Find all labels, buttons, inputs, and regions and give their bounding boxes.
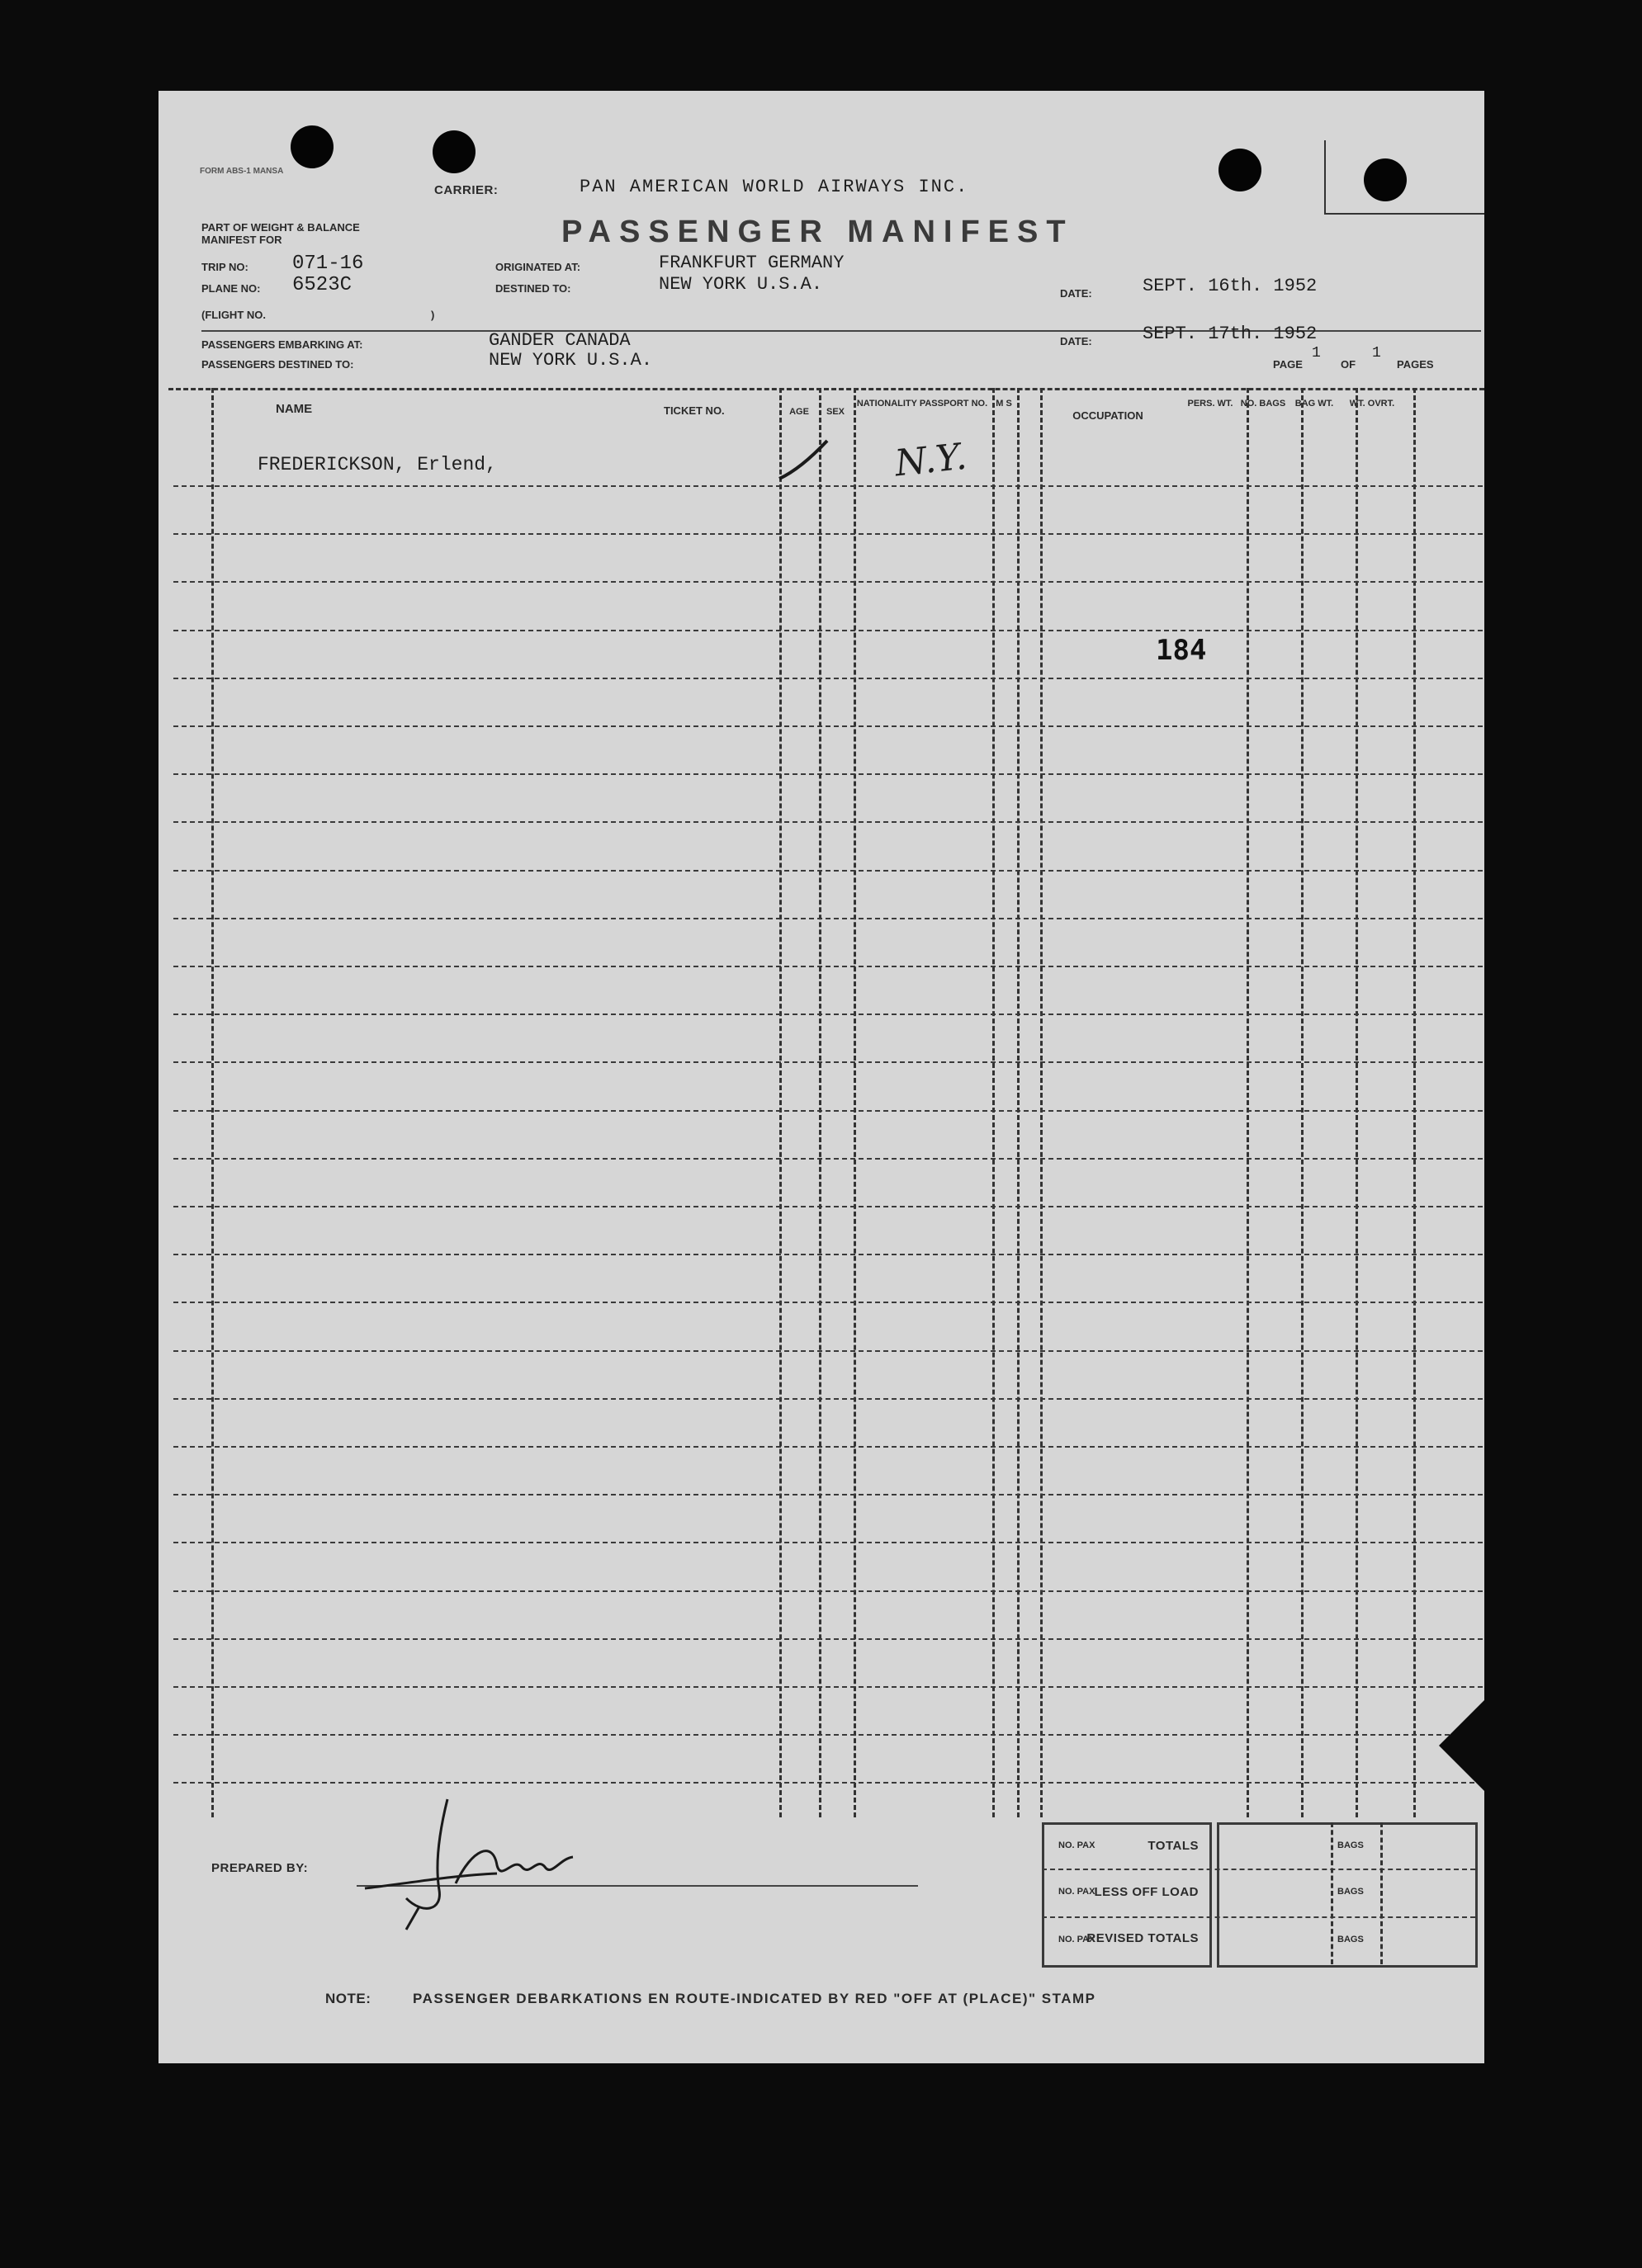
signature: [357, 1791, 604, 1931]
table-column-line: [1040, 388, 1043, 1817]
table-row-line: [173, 1206, 1483, 1207]
passenger-name: FREDERICKSON, Erlend,: [258, 454, 497, 475]
col-occupation: OCCUPATION: [1072, 409, 1143, 422]
page-title: PASSENGER MANIFEST: [561, 215, 1074, 249]
page-notch: [1439, 1700, 1484, 1791]
table-row-line: [173, 821, 1483, 823]
of-label: OF: [1341, 358, 1356, 371]
manifest-sheet: [159, 91, 1484, 2063]
table-row-line: [173, 1494, 1483, 1495]
table-row-line: [173, 773, 1483, 775]
destined-label: DESTINED TO:: [495, 282, 571, 295]
table-row-line: [173, 1542, 1483, 1543]
corner-box: [1324, 140, 1484, 215]
col-bag-wt: BAG WT.: [1294, 399, 1334, 409]
date-value: SEPT. 16th. 1952: [1143, 276, 1318, 296]
embarking-label: PASSENGERS EMBARKING AT:: [201, 338, 363, 351]
table-column-line: [779, 388, 782, 1817]
table-column-line: [1301, 388, 1304, 1817]
pax-destined-label: PASSENGERS DESTINED TO:: [201, 358, 354, 371]
originated-label: ORIGINATED AT:: [495, 261, 581, 273]
form-code: FORM ABS-1 MANSA: [200, 167, 284, 176]
less-offload-label: LESS OFF LOAD: [1094, 1885, 1199, 1899]
note-label: NOTE:: [325, 1991, 371, 2006]
pages-label: PAGES: [1397, 358, 1434, 371]
col-age: AGE: [789, 407, 809, 417]
punch-hole: [291, 125, 334, 168]
flight-close: ): [431, 309, 435, 321]
bags-label: BAGS: [1337, 1935, 1364, 1944]
no-pax-label: NO. PAX: [1058, 1840, 1095, 1850]
table-row-line: [173, 678, 1483, 679]
destined-value: NEW YORK U.S.A.: [659, 274, 823, 295]
table-row-line: [173, 533, 1483, 535]
table-row-line: [173, 1254, 1483, 1255]
table-row-line: [173, 1686, 1483, 1688]
embarking-value: GANDER CANADA: [489, 330, 631, 351]
divider: [1042, 1869, 1475, 1870]
col-ticket: TICKET NO.: [664, 404, 725, 417]
table-row-line: [173, 725, 1483, 727]
table-row-line: [173, 1158, 1483, 1160]
originated-value: FRANKFURT GERMANY: [659, 253, 845, 273]
note-text: PASSENGER DEBARKATIONS EN ROUTE-INDICATED BY RED "OFF AT (PLACE)" STAMP: [413, 1991, 1096, 2006]
plane-value: 6523C: [292, 274, 353, 296]
table-column-line: [211, 388, 214, 1817]
revised-totals-label: REVISED TOTALS: [1086, 1931, 1199, 1945]
table-column-line: [854, 388, 856, 1817]
table-column-line: [1413, 388, 1416, 1817]
divider: [1331, 1822, 1333, 1964]
punch-hole: [1218, 149, 1261, 191]
table-row-line: [173, 1734, 1483, 1736]
trip-label: TRIP NO:: [201, 261, 248, 273]
carrier-label: CARRIER:: [434, 183, 499, 197]
table-row-line: [173, 1446, 1483, 1448]
col-no-bags: NO. BAGS: [1240, 399, 1286, 409]
table-row-line: [173, 581, 1483, 583]
col-pers-wt: PERS. WT.: [1187, 399, 1233, 409]
col-nationality: NATIONALITY PASSPORT NO.: [856, 399, 988, 409]
passenger-nationality: N.Y.: [892, 435, 969, 485]
date-label: DATE:: [1060, 335, 1092, 347]
table-row-line: [173, 870, 1483, 872]
table-column-line: [1356, 388, 1358, 1817]
divider: [1042, 1916, 1475, 1918]
pax-destined-value: NEW YORK U.S.A.: [489, 350, 653, 371]
table-row-line: [173, 966, 1483, 967]
table-row-line: [173, 1590, 1483, 1592]
bags-label: BAGS: [1337, 1840, 1364, 1850]
table-column-line: [819, 388, 821, 1817]
table-row-line: [173, 1302, 1483, 1303]
no-pax-label: NO. PAX: [1058, 1935, 1095, 1944]
date-label: DATE:: [1060, 287, 1092, 300]
table-row-line: [173, 918, 1483, 919]
part-of-label: PART OF WEIGHT & BALANCE MANIFEST FOR: [201, 221, 360, 246]
age-checkmark: [776, 421, 834, 487]
table-row-line: [173, 1350, 1483, 1352]
page-total: 1: [1372, 345, 1381, 361]
trip-value: 071-16: [292, 253, 364, 275]
page-number: 1: [1312, 345, 1321, 361]
table-row-line: [173, 1638, 1483, 1640]
plane-label: PLANE NO:: [201, 282, 261, 295]
divider: [1380, 1822, 1383, 1964]
table-column-line: [1247, 388, 1249, 1817]
table-row-line: [173, 630, 1483, 631]
carrier-value: PAN AMERICAN WORLD AIRWAYS INC.: [580, 177, 969, 197]
punch-hole: [433, 130, 476, 173]
col-wt-ovrt: WT. OVRT.: [1349, 399, 1395, 409]
flight-label: (FLIGHT NO.: [201, 309, 266, 321]
table-column-line: [1017, 388, 1020, 1817]
no-pax-label: NO. PAX: [1058, 1887, 1095, 1897]
col-ms: M S: [996, 399, 1012, 409]
table-row-line: [173, 1014, 1483, 1015]
page-label: PAGE: [1273, 358, 1303, 371]
prepared-by-label: PREPARED BY:: [211, 1861, 309, 1875]
divider: [168, 388, 1484, 390]
stamp-number: 184: [1156, 634, 1207, 667]
table-row-line: [173, 1110, 1483, 1112]
table-row-line: [173, 1061, 1483, 1063]
col-sex: SEX: [826, 407, 845, 417]
table-row-line: [173, 1398, 1483, 1400]
bags-label: BAGS: [1337, 1887, 1364, 1897]
table-row-line: [173, 1782, 1483, 1784]
date-value: SEPT. 17th. 1952: [1143, 324, 1318, 344]
table-column-line: [992, 388, 995, 1817]
totals-label: TOTALS: [1148, 1839, 1199, 1853]
col-name: NAME: [276, 402, 313, 416]
